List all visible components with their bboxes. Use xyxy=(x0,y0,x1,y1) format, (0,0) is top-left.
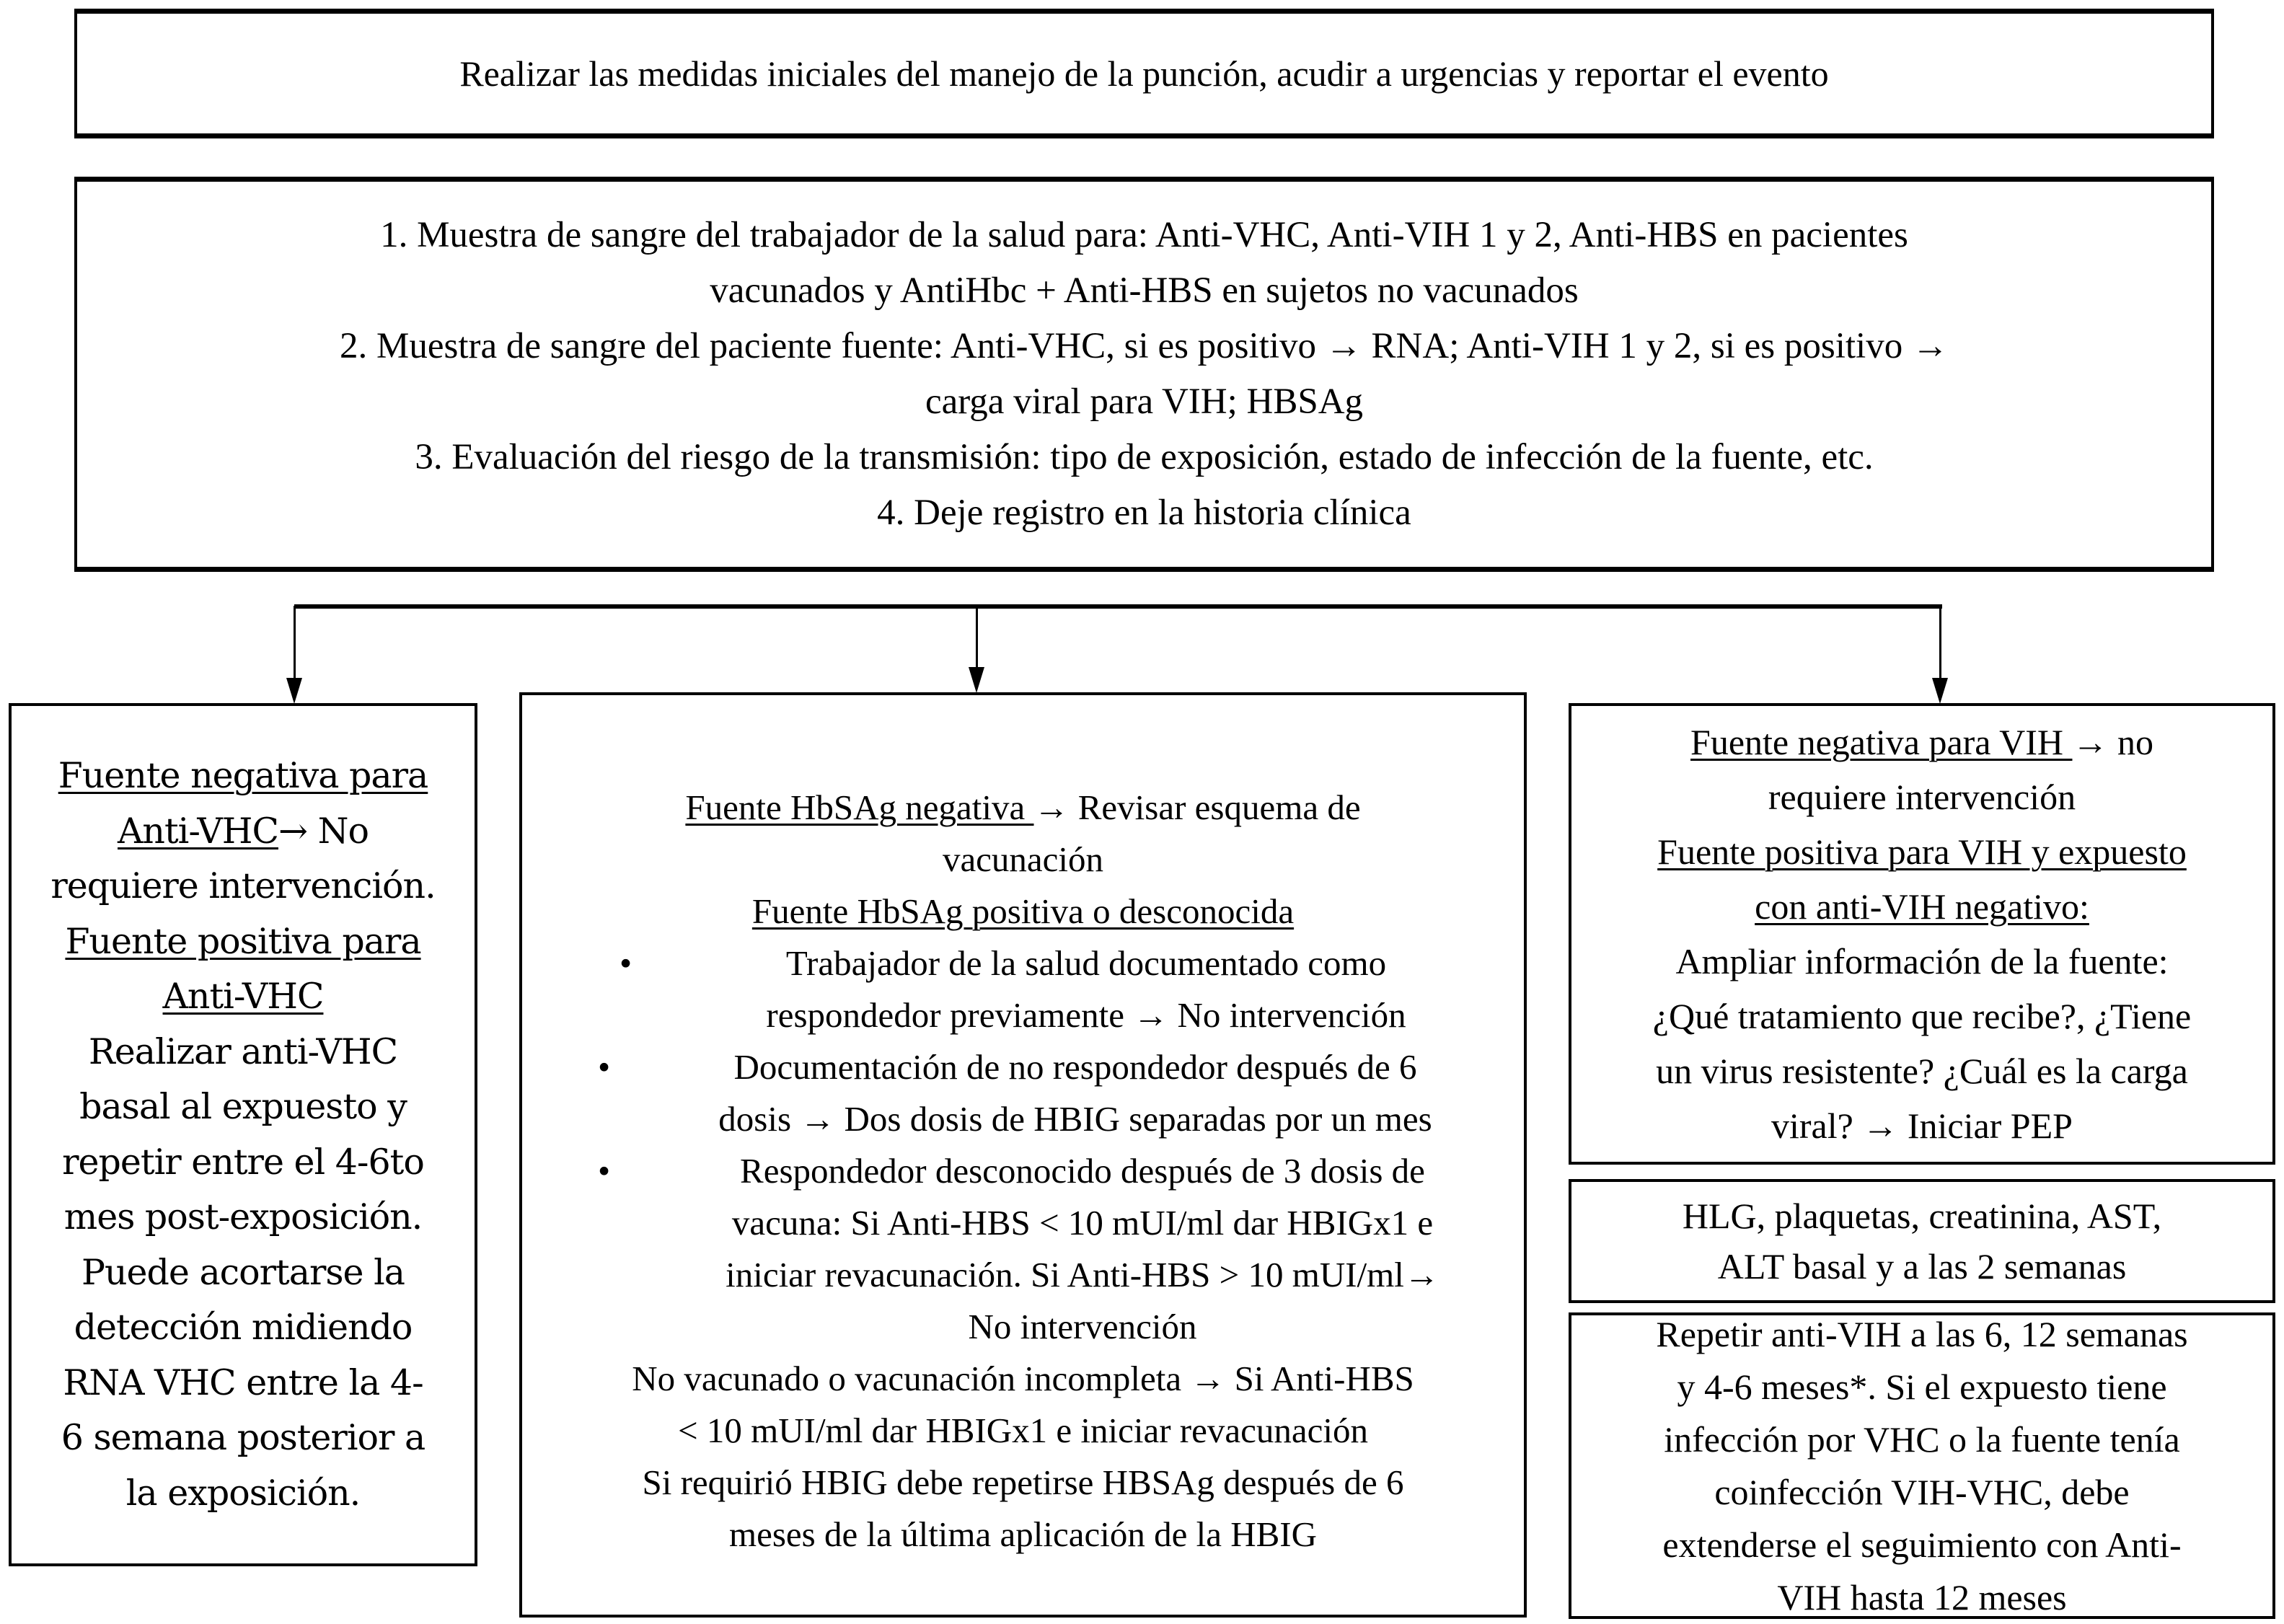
hbv-negative-result-2: vacunación xyxy=(942,839,1104,879)
followup-line: coinfección VIH-VHC, debe xyxy=(1714,1471,2130,1512)
hbv-negative-result: → Revisar esquema de xyxy=(1033,787,1361,827)
step-2-line-2: carga viral para VIH; HBSAg xyxy=(925,381,1364,422)
initial-measures-text: Realizar las medidas iniciales del manejo de la punción, acudir a urgencias y reportar el evento xyxy=(459,53,1829,94)
hiv-body-line: Ampliar información de la fuente: xyxy=(1675,941,2169,981)
hbv-tail-line: No vacunado o vacunación incompleta → Si Anti-HBS xyxy=(632,1359,1414,1398)
hiv-body-line: ¿Qué tratamiento que recibe?, ¿Tiene xyxy=(1652,996,2192,1036)
step-3: 3. Evaluación del riesgo de la transmisión: tipo de exposición, estado de infección de la fuente, etc. xyxy=(415,437,1874,477)
bullet-icon: • xyxy=(619,943,632,983)
connector-horizontal xyxy=(294,604,1942,609)
hbv-tail-line: < 10 mUI/ml dar HBIGx1 e iniciar revacunación xyxy=(678,1411,1368,1450)
hiv-negative-result: → no xyxy=(2072,722,2153,762)
connector-middle-vertical xyxy=(976,606,978,671)
followup-line: extenderse el seguimiento con Anti- xyxy=(1662,1524,2182,1565)
hcv-body-line: detección midiendo xyxy=(74,1307,413,1348)
hcv-body-line: Puede acortarse la xyxy=(81,1251,405,1293)
hcv-negative-result-2: requiere intervención. xyxy=(50,865,436,906)
hcv-negative-heading-2: Anti-VHC xyxy=(118,810,278,852)
hcv-positive-heading: Fuente positiva para xyxy=(65,920,421,962)
connector-left-vertical xyxy=(294,606,296,681)
hcv-body-line: mes post-exposición. xyxy=(63,1196,423,1237)
hbv-tail-line: meses de la última aplicación de la HBIG xyxy=(728,1514,1318,1554)
hiv-negative-heading: Fuente negativa para VIH xyxy=(1690,722,2073,762)
hbv-bullet-item: • Documentación de no respondedor después de 6 dosis → Dos dosis de HBIG separadas por un mes xyxy=(522,1041,1524,1145)
connector-right-vertical xyxy=(1939,606,1941,681)
bullet-icon: • xyxy=(598,1047,611,1087)
hcv-body-line: repetir entre el 4-6to xyxy=(62,1141,424,1183)
arrow-down-icon xyxy=(1932,678,1948,704)
sampling-steps-box xyxy=(74,177,2214,572)
arrow-down-icon xyxy=(969,667,984,693)
step-2-line-1: 2. Muestra de sangre del paciente fuente: Anti-VHC, si es positivo → RNA; Anti-VIH 1 y 2, si es positivo → xyxy=(340,326,1949,366)
hbv-positive-heading: Fuente HbSAg positiva o desconocida xyxy=(751,891,1295,931)
hbv-negative-heading: Fuente HbSAg negativa xyxy=(685,787,1034,827)
hcv-body-line: RNA VHC entre la 4- xyxy=(63,1362,423,1403)
hcv-positive-heading-2: Anti-VHC xyxy=(162,976,324,1017)
hiv-positive-heading: Fuente positiva para VIH y expuesto xyxy=(1657,831,2187,872)
followup-line: infección por VHC o la fuente tenía xyxy=(1664,1418,2180,1460)
hbv-bullet-item: • Respondedor desconocido después de 3 dosis de vacuna: Si Anti-HBS < 10 mUI/ml dar HBIGx1 e iniciar revacunación. Si Anti-HBS > 10 mUI/ml→ No intervención xyxy=(522,1145,1524,1353)
hbv-tail-line: Si requirió HBIG debe repetirse HBSAg después de 6 xyxy=(642,1462,1404,1502)
followup-line: VIH hasta 12 meses xyxy=(1777,1576,2067,1618)
followup-line: Repetir anti-VIH a las 6, 12 semanas xyxy=(1656,1313,2188,1354)
step-4: 4. Deje registro en la historia clínica xyxy=(877,493,1411,533)
followup-box xyxy=(1569,1312,2275,1619)
bullet-icon: • xyxy=(598,1151,611,1191)
hcv-body-line: 6 semana posterior a xyxy=(61,1417,426,1458)
step-1-line-1: 1. Muestra de sangre del trabajador de la salud para: Anti-VHC, Anti-VIH 1 y 2, Anti-HBS en pacientes xyxy=(380,215,1908,255)
hcv-body-line: Realizar anti-VHC xyxy=(88,1031,398,1072)
hcv-box xyxy=(9,703,477,1566)
labs-line: HLG, plaquetas, creatinina, AST, xyxy=(1682,1196,2162,1236)
hcv-body-line: basal al expuesto y xyxy=(79,1086,407,1127)
labs-line: ALT basal y a las 2 semanas xyxy=(1717,1246,2127,1287)
hcv-negative-heading: Fuente negativa para xyxy=(58,755,428,796)
hiv-body-line: un virus resistente? ¿Cuál es la carga xyxy=(1656,1051,2188,1091)
step-1-line-2: vacunados y AntiHbc + Anti-HBS en sujetos no vacunados xyxy=(710,270,1579,311)
hcv-body-line: la exposición. xyxy=(125,1472,361,1514)
hiv-negative-result-2: requiere intervención xyxy=(1768,777,2076,817)
hbv-box xyxy=(519,692,1527,1618)
hiv-box xyxy=(1569,703,2275,1165)
hiv-positive-heading-2: con anti-VIH negativo: xyxy=(1755,886,2089,927)
hcv-negative-result: → No xyxy=(278,810,369,852)
labs-box xyxy=(1569,1179,2275,1303)
initial-measures-box xyxy=(74,9,2214,138)
hbv-bullet-item: • Trabajador de la salud documentado como respondedor previamente → No intervención xyxy=(522,937,1524,1041)
arrow-down-icon xyxy=(286,678,302,704)
followup-line: y 4-6 meses*. Si el expuesto tiene xyxy=(1677,1366,2167,1407)
hiv-body-line: viral? → Iniciar PEP xyxy=(1771,1106,2073,1146)
